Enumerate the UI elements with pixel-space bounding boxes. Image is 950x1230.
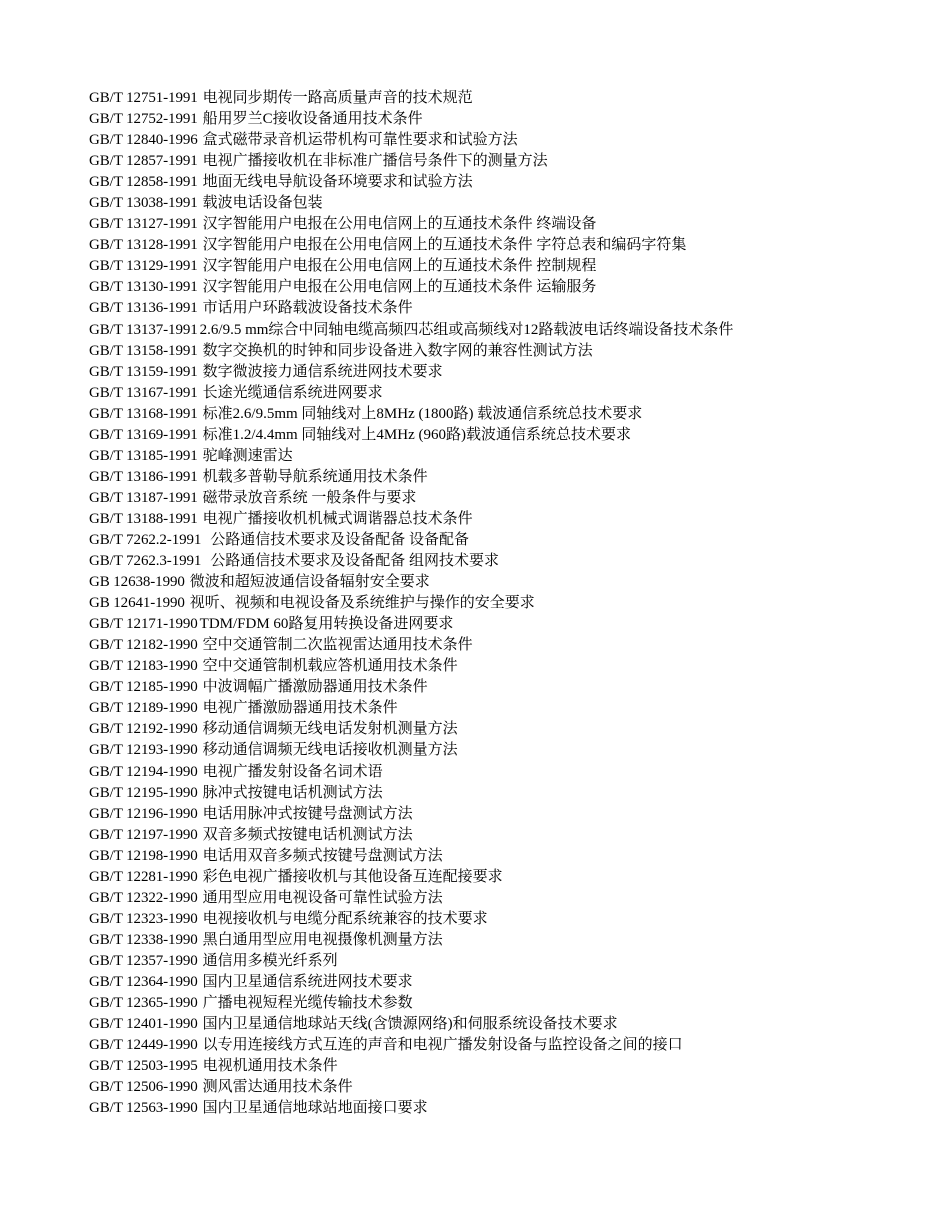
- standard-title: 汉字智能用户电报在公用电信网上的互通技术条件 终端设备: [202, 216, 597, 233]
- standard-title: 空中交通管制二次监视雷达通用技术条件: [202, 637, 473, 654]
- standard-code: GB/T 12751-1991: [89, 90, 198, 106]
- standard-row: [89, 614, 929, 635]
- standard-code: GB/T 12506-1990: [89, 1079, 198, 1096]
- standard-title: 电视广播接收机在非标准广播信号条件下的测量方法: [202, 153, 548, 170]
- standard-code: GB/T 13129-1991: [89, 258, 198, 275]
- standards-list: [89, 88, 929, 1119]
- standard-title: 驼峰测速雷达: [202, 447, 293, 464]
- standard-row: [89, 740, 929, 761]
- standard-code: GB/T 12195-1990: [89, 784, 198, 801]
- standard-row: [89, 1077, 929, 1098]
- standard-title: 移动通信调频无线电话发射机测量方法: [202, 721, 458, 738]
- standard-code: GB/T 12840-1996: [89, 132, 198, 149]
- standard-title: 长途光缆通信系统进网要求: [202, 384, 383, 401]
- standard-title: 数字微波接力通信系统进网技术要求: [202, 363, 443, 380]
- standard-code: GB/T 12563-1990: [89, 1100, 198, 1117]
- standard-row: [89, 130, 929, 151]
- standard-title: 市话用户环路载波设备技术条件: [202, 300, 413, 317]
- standard-code: GB/T 13136-1991: [89, 300, 198, 317]
- standard-code: GB/T 12449-1990: [89, 1037, 198, 1054]
- standard-title: 空中交通管制机载应答机通用技术条件: [202, 658, 458, 675]
- standard-code: GB/T 7262.2-1991: [89, 531, 202, 548]
- standard-row: [89, 193, 929, 214]
- standard-title: 汉字智能用户电报在公用电信网上的互通技术条件 运输服务: [202, 279, 597, 296]
- standard-row: [89, 698, 929, 719]
- standard-code: GB/T 13127-1991: [89, 216, 198, 233]
- standard-code: GB 12641-1990: [89, 595, 185, 612]
- standard-code: GB/T 12197-1990: [89, 826, 198, 843]
- standard-code: GB/T 12323-1990: [89, 910, 198, 927]
- standard-row: [89, 88, 929, 109]
- standard-title: 视听、视频和电视设备及系统维护与操作的安全要求: [189, 595, 535, 612]
- standard-title: 汉字智能用户电报在公用电信网上的互通技术条件 字符总表和编码字符集: [202, 237, 687, 254]
- standard-title: 载波电话设备包装: [202, 195, 323, 212]
- standard-row: [89, 972, 929, 993]
- standard-row: [89, 1056, 929, 1077]
- standard-row: [89, 530, 929, 551]
- standard-title: 电话用脉冲式按键号盘测试方法: [202, 805, 413, 822]
- standard-row: [89, 362, 929, 383]
- standard-row: [89, 572, 929, 593]
- standard-code: GB/T 12858-1991: [89, 174, 198, 191]
- standard-row: [89, 446, 929, 467]
- standard-code: GB/T 12196-1990: [89, 805, 198, 822]
- standard-title: 电视接收机与电缆分配系统兼容的技术要求: [202, 910, 488, 927]
- standard-title: 国内卫星通信系统进网技术要求: [202, 973, 413, 990]
- standard-code: GB/T 13158-1991: [89, 342, 198, 359]
- standard-code: GB/T 12401-1990: [89, 1016, 198, 1033]
- standard-code: GB/T 12183-1990: [89, 658, 198, 675]
- standard-row: [89, 1014, 929, 1035]
- standard-code: GB/T 12193-1990: [89, 742, 198, 759]
- standard-row: [89, 341, 929, 362]
- standard-row: [89, 425, 929, 446]
- standard-code: GB/T 12189-1990: [89, 700, 198, 717]
- standard-row: [89, 993, 929, 1014]
- standard-row: [89, 551, 929, 572]
- standard-code: GB/T 12364-1990: [89, 973, 198, 990]
- standard-row: [89, 467, 929, 488]
- standard-code: GB/T 12857-1991: [89, 153, 198, 170]
- standard-row: [89, 930, 929, 951]
- standard-row: [89, 383, 929, 404]
- standard-row: [89, 151, 929, 172]
- standard-row: [89, 320, 929, 341]
- standard-row: [89, 846, 929, 867]
- standard-row: [89, 656, 929, 677]
- standard-row: [89, 825, 929, 846]
- standard-title: 彩色电视广播接收机与其他设备互连配接要求: [202, 868, 503, 885]
- standard-title: 电话用双音多频式按键号盘测试方法: [202, 847, 443, 864]
- standard-row: [89, 783, 929, 804]
- standard-title: 机载多普勒导航系统通用技术条件: [202, 468, 428, 485]
- standard-row: [89, 762, 929, 783]
- standard-row: [89, 1098, 929, 1119]
- standard-code: GB 12638-1990: [89, 574, 185, 591]
- standard-row: [89, 235, 929, 256]
- standard-title: 标准2.6/9.5mm 同轴线对上8MHz (1800路) 载波通信系统总技术要求: [202, 405, 643, 422]
- standard-row: [89, 277, 929, 298]
- standard-code: GB/T 13159-1991: [89, 363, 198, 380]
- standard-title: 电视广播发射设备名词术语: [202, 763, 383, 780]
- standard-row: [89, 172, 929, 193]
- standard-title: 盒式磁带录音机运带机构可靠性要求和试验方法: [202, 132, 518, 149]
- standard-code: GB/T 13188-1991: [89, 510, 198, 527]
- standard-row: [89, 951, 929, 972]
- standard-title: 公路通信技术要求及设备配备 设备配备: [210, 531, 470, 548]
- standard-title: 2.6/9.5 mm综合中同轴电缆高频四芯组或高频线对12路载波电话终端设备技术条件: [199, 321, 734, 338]
- standard-title: 国内卫星通信地球站天线(含馈源网络)和伺服系统设备技术要求: [202, 1016, 618, 1033]
- standard-row: [89, 1035, 929, 1056]
- standard-code: GB/T 13187-1991: [89, 489, 198, 506]
- standard-title: 电视机通用技术条件: [202, 1058, 338, 1075]
- standard-row: [89, 867, 929, 888]
- standard-title: 磁带录放音系统 一般条件与要求: [202, 489, 417, 506]
- standard-row: [89, 214, 929, 235]
- standard-row: [89, 888, 929, 909]
- standard-code: GB/T 13186-1991: [89, 468, 198, 485]
- standard-code: GB/T 12198-1990: [89, 847, 198, 864]
- standard-row: [89, 804, 929, 825]
- standard-title: 通信用多模光纤系列: [202, 952, 338, 969]
- standard-row: [89, 719, 929, 740]
- standard-title: 电视同步期传一路高质量声音的技术规范: [202, 90, 473, 106]
- standard-title: 黑白通用型应用电视摄像机测量方法: [202, 931, 443, 948]
- standard-code: GB/T 12752-1991: [89, 111, 198, 128]
- standard-code: GB/T 12185-1990: [89, 679, 198, 696]
- standard-title: 电视广播接收机机械式调谐器总技术条件: [202, 510, 473, 527]
- standard-code: GB/T 13137-1991: [89, 321, 198, 338]
- standard-title: 公路通信技术要求及设备配备 组网技术要求: [210, 553, 500, 570]
- standard-code: GB/T 12503-1995: [89, 1058, 198, 1075]
- standard-row: [89, 909, 929, 930]
- standard-row: [89, 298, 929, 319]
- standard-code: GB/T 13169-1991: [89, 426, 198, 443]
- standard-title: 国内卫星通信地球站地面接口要求: [202, 1100, 428, 1117]
- standard-title: TDM/FDM 60路复用转换设备进网要求: [199, 616, 454, 633]
- standard-title: 脉冲式按键电话机测试方法: [202, 784, 383, 801]
- standard-code: GB/T 13168-1991: [89, 405, 198, 422]
- standard-row: [89, 635, 929, 656]
- standard-row: [89, 404, 929, 425]
- standard-code: GB/T 13038-1991: [89, 195, 198, 212]
- standard-title: 以专用连接线方式互连的声音和电视广播发射设备与监控设备之间的接口: [202, 1037, 683, 1054]
- standard-code: GB/T 12194-1990: [89, 763, 198, 780]
- standard-code: GB/T 12192-1990: [89, 721, 198, 738]
- standard-title: 标准1.2/4.4mm 同轴线对上4MHz (960路)载波通信系统总技术要求: [202, 426, 631, 443]
- standard-title: 电视广播激励器通用技术条件: [202, 700, 398, 717]
- standard-title: 双音多频式按键电话机测试方法: [202, 826, 413, 843]
- standard-title: 数字交换机的时钟和同步设备进入数字网的兼容性测试方法: [202, 342, 593, 359]
- standard-code: GB/T 12322-1990: [89, 889, 198, 906]
- standard-title: 测风雷达通用技术条件: [202, 1079, 353, 1096]
- standard-row: [89, 677, 929, 698]
- standard-code: GB/T 12338-1990: [89, 931, 198, 948]
- standard-title: 中波调幅广播激励器通用技术条件: [202, 679, 428, 696]
- standard-row: [89, 593, 929, 614]
- standard-title: 船用罗兰C接收设备通用技术条件: [202, 111, 423, 128]
- standard-code: GB/T 13185-1991: [89, 447, 198, 464]
- standard-title: 汉字智能用户电报在公用电信网上的互通技术条件 控制规程: [202, 258, 597, 275]
- standard-code: GB/T 12182-1990: [89, 637, 198, 654]
- standard-row: [89, 109, 929, 130]
- standard-code: GB/T 13130-1991: [89, 279, 198, 296]
- standard-code: GB/T 12281-1990: [89, 868, 198, 885]
- standard-row: [89, 488, 929, 509]
- standard-code: GB/T 12365-1990: [89, 995, 198, 1012]
- standard-code: GB/T 12171-1990: [89, 616, 198, 633]
- standard-row: [89, 256, 929, 277]
- standard-title: 地面无线电导航设备环境要求和试验方法: [202, 174, 473, 191]
- standard-code: GB/T 12357-1990: [89, 952, 198, 969]
- standard-row: [89, 509, 929, 530]
- standard-title: 微波和超短波通信设备辐射安全要求: [189, 574, 430, 591]
- standard-title: 通用型应用电视设备可靠性试验方法: [202, 889, 443, 906]
- standard-title: 广播电视短程光缆传输技术参数: [202, 995, 413, 1012]
- standard-code: GB/T 7262.3-1991: [89, 553, 202, 570]
- standard-title: 移动通信调频无线电话接收机测量方法: [202, 742, 458, 759]
- standard-code: GB/T 13128-1991: [89, 237, 198, 254]
- standard-code: GB/T 13167-1991: [89, 384, 198, 401]
